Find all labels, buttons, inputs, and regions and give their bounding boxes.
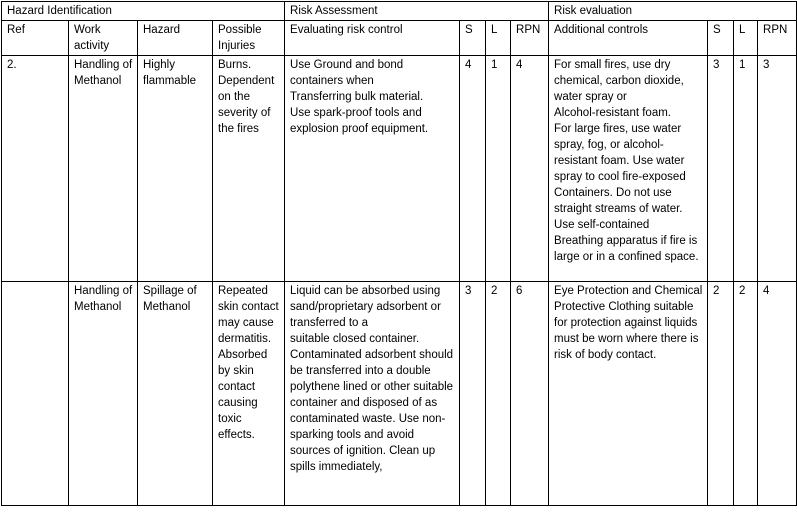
additional-control-line: Eye Protection and Chemical [554, 285, 703, 297]
header-s-evaluation: S [708, 21, 734, 56]
header-rpn-evaluation: RPN [758, 21, 797, 56]
control-line: Liquid can be absorbed using sand/proprietary adsorbent or transferred to a [290, 285, 441, 329]
header-work-activity: Work activity [69, 21, 138, 56]
cell-evaluating-risk-control [285, 56, 460, 282]
cell-s: 3 [460, 282, 486, 506]
additional-control-line: Breathing apparatus if fire is large or in a confined space. [554, 235, 699, 263]
table-row [2, 56, 797, 282]
cell-rpn-evaluation: 4 [758, 282, 797, 506]
header-possible-injuries: Possible Injuries [213, 21, 285, 56]
additional-control-line: For large fires, use water spray, fog, or alcohol-resistant foam. Use water spray to cool fire-exposed [554, 123, 686, 183]
control-line: Use Ground and bond containers when [290, 59, 404, 87]
column-header-row [2, 21, 797, 56]
section-risk-evaluation: Risk evaluation [549, 2, 797, 21]
cell-l-evaluation: 2 [734, 282, 758, 506]
header-ref: Ref [2, 21, 69, 56]
cell-possible-injuries: Burns. Dependent on the severity of the fires [213, 56, 285, 282]
cell-work-activity: Handling of Methanol [69, 56, 138, 282]
cell-ref [2, 282, 69, 506]
header-rpn: RPN [511, 21, 549, 56]
cell-s: 4 [460, 56, 486, 282]
additional-control-line: Use self-contained [554, 219, 650, 231]
cell-additional-controls [549, 56, 708, 282]
header-evaluating-risk-control: Evaluating risk control [285, 21, 460, 56]
additional-control-line: Containers. Do not use straight streams of water. [554, 187, 683, 215]
additional-control-line: Protective Clothing suitable for protection against liquids must be worn where there is risk of body contact. [554, 301, 699, 361]
cell-l: 1 [486, 56, 511, 282]
header-additional-controls: Additional controls [549, 21, 708, 56]
additional-control-line: For small fires, use dry chemical, carbon dioxide, water spray or [554, 59, 684, 103]
risk-assessment-table [1, 1, 797, 506]
control-line: suitable closed container. Contaminated adsorbent should be transferred into a double polythene lined or other suitable container and disposed of as contaminated waste. Use non-sparking tools and avoid sources of ignition. Clean up spills immediately, [290, 333, 454, 473]
section-header-row [2, 2, 797, 21]
section-hazard-identification: Hazard Identification [2, 2, 285, 21]
section-risk-assessment: Risk Assessment [285, 2, 549, 21]
header-s: S [460, 21, 486, 56]
cell-hazard: Highly flammable [138, 56, 213, 282]
cell-hazard: Spillage of Methanol [138, 282, 213, 506]
cell-l: 2 [486, 282, 511, 506]
cell-rpn-evaluation: 3 [758, 56, 797, 282]
cell-ref: 2. [2, 56, 69, 282]
table-row [2, 282, 797, 506]
cell-l-evaluation: 1 [734, 56, 758, 282]
control-line: Use spark-proof tools and explosion proof equipment. [290, 107, 429, 135]
cell-evaluating-risk-control [285, 282, 460, 506]
cell-work-activity: Handling of Methanol [69, 282, 138, 506]
cell-rpn: 4 [511, 56, 549, 282]
cell-possible-injuries: Repeated skin contact may cause dermatitis. Absorbed by skin contact causing toxic effects. [213, 282, 285, 506]
additional-control-line: Alcohol-resistant foam. [554, 107, 671, 119]
cell-rpn: 6 [511, 282, 549, 506]
cell-additional-controls [549, 282, 708, 506]
control-line: Transferring bulk material. [290, 91, 424, 103]
header-hazard: Hazard [138, 21, 213, 56]
header-l-evaluation: L [734, 21, 758, 56]
cell-s-evaluation: 2 [708, 282, 734, 506]
header-l: L [486, 21, 511, 56]
cell-s-evaluation: 3 [708, 56, 734, 282]
